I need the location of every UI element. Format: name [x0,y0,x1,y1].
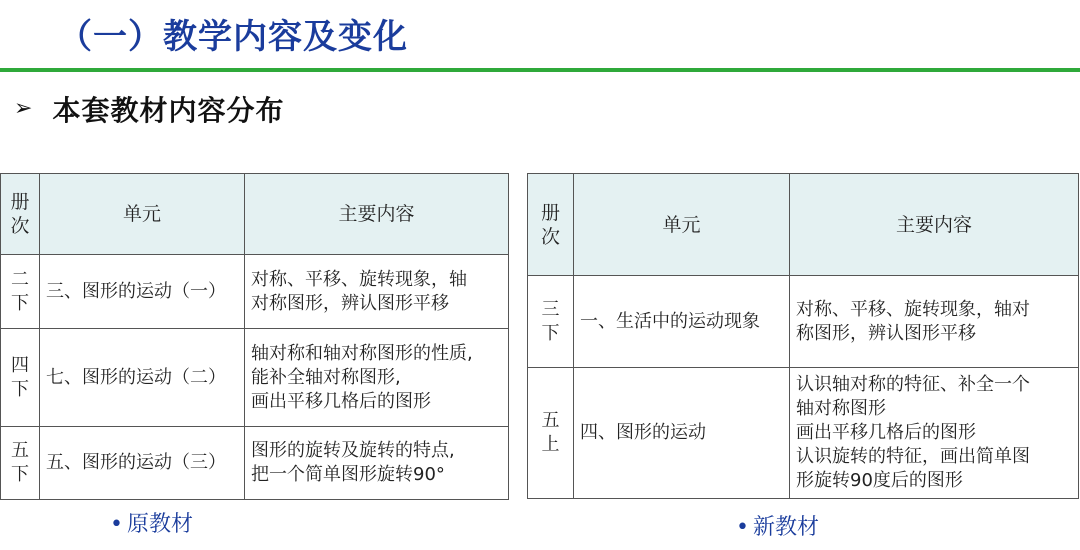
unit-cell: 三、图形的运动（一） [40,255,245,329]
volume-cell: 三下 [528,276,574,368]
content-cell: 认识轴对称的特征、补全一个 轴对称图形 画出平移几格后的图形 认识旋转的特征，画出简单图 形旋转90度后的图形 [790,368,1079,499]
table-header-row [528,174,1079,276]
section-heading-text: 本套教材内容分布 [52,94,285,127]
column-header-content: 主要内容 [790,174,1079,276]
column-header-unit: 单元 [574,174,790,276]
volume-cell: 五上 [528,368,574,499]
page-title: （一）教学内容及变化 [58,17,408,57]
bullet-icon: • [110,512,123,537]
table-header-row [1,174,509,255]
volume-cell: 二下 [1,255,40,329]
content-cell: 图形的旋转及旋转的特点, 把一个简单图形旋转90° [245,427,509,500]
table-row [1,427,509,500]
unit-cell: 五、图形的运动（三） [40,427,245,500]
table-row [528,368,1079,499]
old-textbook-table [0,173,509,500]
content-cell: 对称、平移、旋转现象，轴 对称图形，辨认图形平移 [245,255,509,329]
arrow-bullet-icon: ➢ [14,96,33,121]
content-cell: 轴对称和轴对称图形的性质, 能补全轴对称图形, 画出平移几格后的图形 [245,329,509,427]
unit-cell: 四、图形的运动 [574,368,790,499]
column-header-content: 主要内容 [245,174,509,255]
section-heading [14,88,284,130]
column-header-volume: 册次 [528,174,574,276]
table-row [1,255,509,329]
new-textbook-caption-text: 新教材 [752,515,819,540]
new-textbook-table [527,173,1079,499]
unit-cell: 七、图形的运动（二） [40,329,245,427]
old-textbook-caption [110,510,193,540]
content-cell: 对称、平移、旋转现象，轴对 称图形，辨认图形平移 [790,276,1079,368]
table-row [528,276,1079,368]
bullet-icon: • [736,515,749,540]
column-header-unit: 单元 [40,174,245,255]
new-textbook-caption [736,513,819,543]
table-row [1,329,509,427]
old-textbook-caption-text: 原教材 [126,512,193,537]
column-header-volume: 册次 [1,174,40,255]
unit-cell: 一、生活中的运动现象 [574,276,790,368]
volume-cell: 四下 [1,329,40,427]
title-divider [0,68,1080,72]
volume-cell: 五下 [1,427,40,500]
